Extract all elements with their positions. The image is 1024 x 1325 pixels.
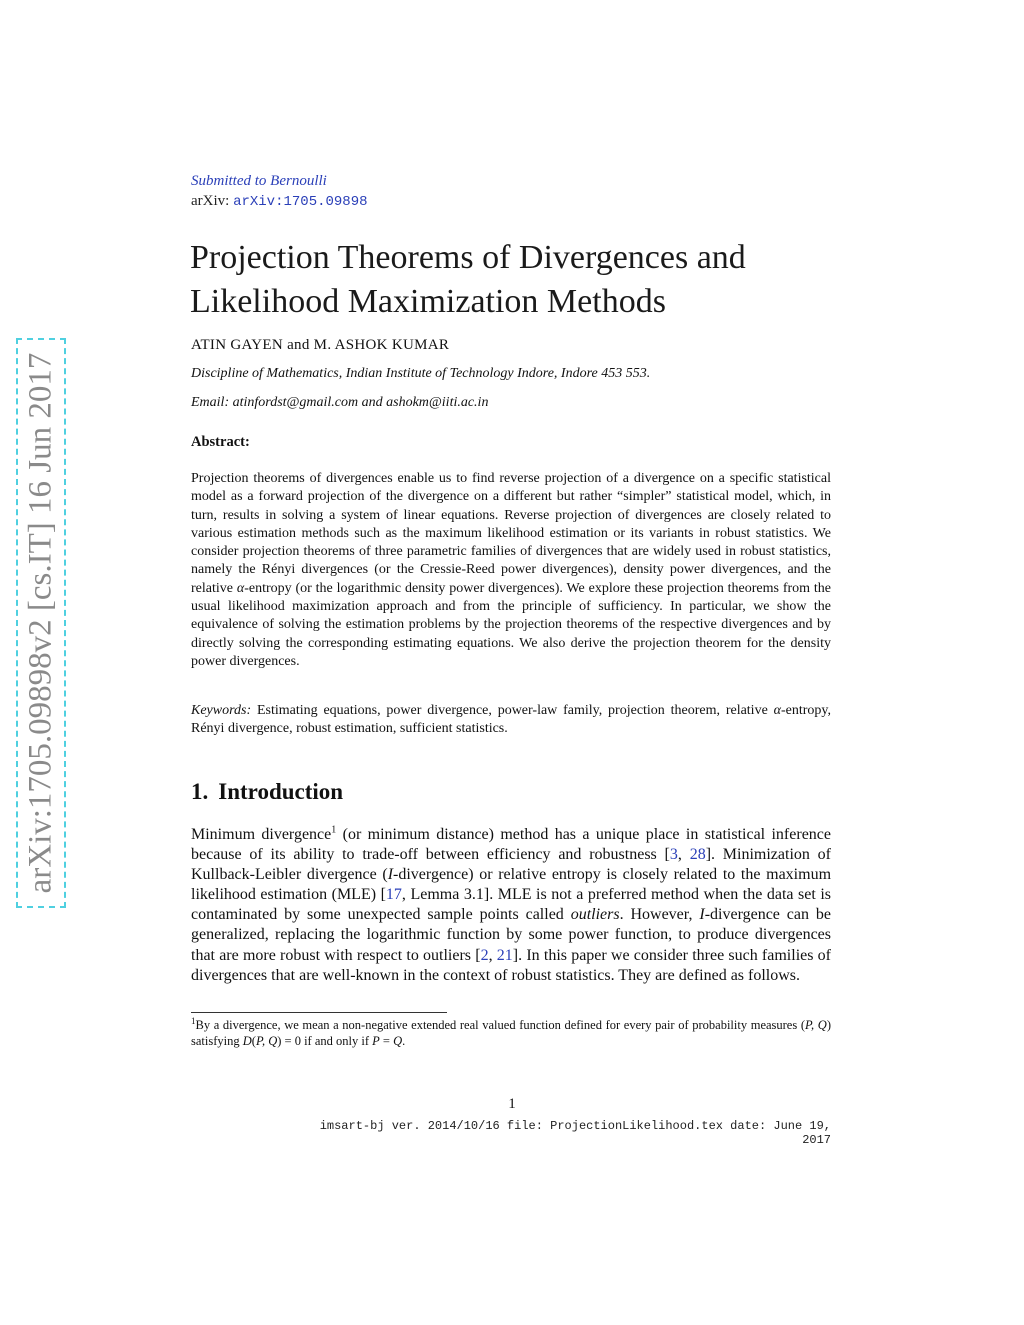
- math-symbol: P, Q: [805, 1018, 827, 1032]
- intro-text: -divergence) or relative entropy is closely related to the maximum likelihood estimation (MLE) [: [191, 866, 832, 904]
- intro-text: , Lemma 3.1]. MLE is not a preferred method when the data set is contaminated by some unexpected sample points called: [191, 886, 832, 924]
- abstract-text-2: -entropy (or the logarithmic density power divergences). We explore these projection theorems from the usual likelihood maximization approach and from the principle of sufficiency. In particular, we show the equivalence of solving the estimation problems by the projection theorems of the respective divergences and by directly solving the corresponding estimating equations. We also derive the projection theorem for the density power divergences.: [191, 580, 831, 669]
- keywords: [191, 702, 831, 739]
- math-symbol: I: [387, 866, 394, 884]
- keywords-text-2: -entropy, Rényi divergence, robust estimation, sufficient statistics.: [191, 703, 831, 737]
- citation-link[interactable]: 21: [496, 946, 513, 964]
- paper-title: Projection Theorems of Divergences and Likelihood Maximization Methods: [190, 239, 746, 320]
- citation-link[interactable]: 28: [689, 846, 706, 864]
- intro-text: ]. In this paper we consider three such families of divergences that are well-known in the context of robust statistics. They are defined as follows.: [191, 946, 832, 984]
- intro-text: ,: [488, 946, 497, 964]
- section-heading-introduction: [191, 779, 343, 805]
- arxiv-id-line: [191, 193, 368, 210]
- emphasis-outliers: outliers: [570, 906, 620, 924]
- authors: ATIN GAYEN and M. ASHOK KUMAR: [191, 337, 450, 353]
- arxiv-side-stamp-text: arXiv:1705.09898v2 [cs.IT] 16 Jun 2017: [22, 352, 59, 894]
- arxiv-side-stamp: [16, 338, 66, 908]
- math-symbol: P: [372, 1034, 380, 1048]
- page-number: 1: [508, 1096, 516, 1112]
- citation-link[interactable]: 3: [669, 846, 678, 864]
- citation-link[interactable]: 17: [385, 886, 402, 904]
- math-symbol: I: [699, 906, 705, 924]
- intro-text: ,: [677, 846, 690, 864]
- keywords-label: Keywords:: [191, 703, 252, 718]
- footnote-rule: [191, 1012, 447, 1013]
- keywords-text-1: Estimating equations, power divergence, power-law family, projection theorem, relative: [251, 703, 774, 718]
- intro-text: ]. Minimization of Kullback-Leibler divergence (: [191, 846, 832, 884]
- footnote-text: ) satisfying: [191, 1018, 831, 1048]
- intro-text: (or minimum distance) method has a unique place in statistical inference because of its ability to trade-off between efficiency and robustness [: [191, 826, 831, 864]
- footnote-text: (: [251, 1034, 256, 1048]
- intro-text: Minimum divergence: [191, 826, 332, 843]
- submitted-to-link[interactable]: Submitted to Bernoulli: [191, 173, 327, 189]
- affiliation: Discipline of Mathematics, Indian Institute of Technology Indore, Indore 453 553.: [191, 366, 651, 381]
- abstract-text-1: Projection theorems of divergences enable us to find reverse projection of a divergence on a specific statistical model as a forward projection of the divergence on a different but rather “simpler” statistical model, which, in turn, results in solving a system of linear equations. Reverse projection of divergences are closely related to various estimation methods such as the maximum likelihood estimation or its variants in robust statistics. We consider projection theorems of three parametric families of divergences that are widely used in robust statistics, namely the Rényi divergences (or the Cressie-Reed power divergences), density power divergences, and the relative: [191, 471, 831, 596]
- footnote-text: ) = 0 if and only if: [277, 1034, 373, 1048]
- footnote-mark[interactable]: 1: [331, 824, 337, 836]
- footnote-number: 1: [191, 1015, 196, 1026]
- footnote-text: .: [402, 1034, 406, 1048]
- abstract-body: [191, 470, 831, 671]
- abstract-heading: Abstract:: [191, 434, 250, 450]
- math-symbol: Q: [393, 1034, 403, 1048]
- alpha-symbol: α: [236, 580, 245, 596]
- footer-line: imsart-bj ver. 2014/10/16 file: ProjectionLikelihood.tex date: June 19, 2017: [319, 1119, 831, 1147]
- math-symbol: D: [242, 1034, 252, 1048]
- introduction-paragraph: [191, 825, 831, 986]
- email-line: Email: atinfordst@gmail.com and ashokm@iiti.ac.in: [191, 395, 489, 410]
- footnote: [191, 1017, 831, 1049]
- footnote-text: =: [379, 1034, 394, 1048]
- section-title: Introduction: [218, 779, 344, 804]
- intro-text: . However,: [619, 906, 700, 924]
- intro-text: -divergence can be generalized, replacing the logarithmic function by some power function, to produce divergences that are more robust with respect to outliers [: [191, 906, 831, 964]
- citation-link[interactable]: 2: [480, 946, 489, 964]
- section-number: 1.: [191, 779, 209, 804]
- math-symbol: P, Q: [255, 1034, 278, 1048]
- arxiv-label: arXiv:: [191, 193, 230, 209]
- arxiv-id-link[interactable]: arXiv:1705.09898: [233, 194, 368, 210]
- footnote-text: By a divergence, we mean a non-negative extended real valued function defined for every pair of probability measures (: [195, 1018, 806, 1032]
- alpha-symbol: α: [773, 703, 781, 718]
